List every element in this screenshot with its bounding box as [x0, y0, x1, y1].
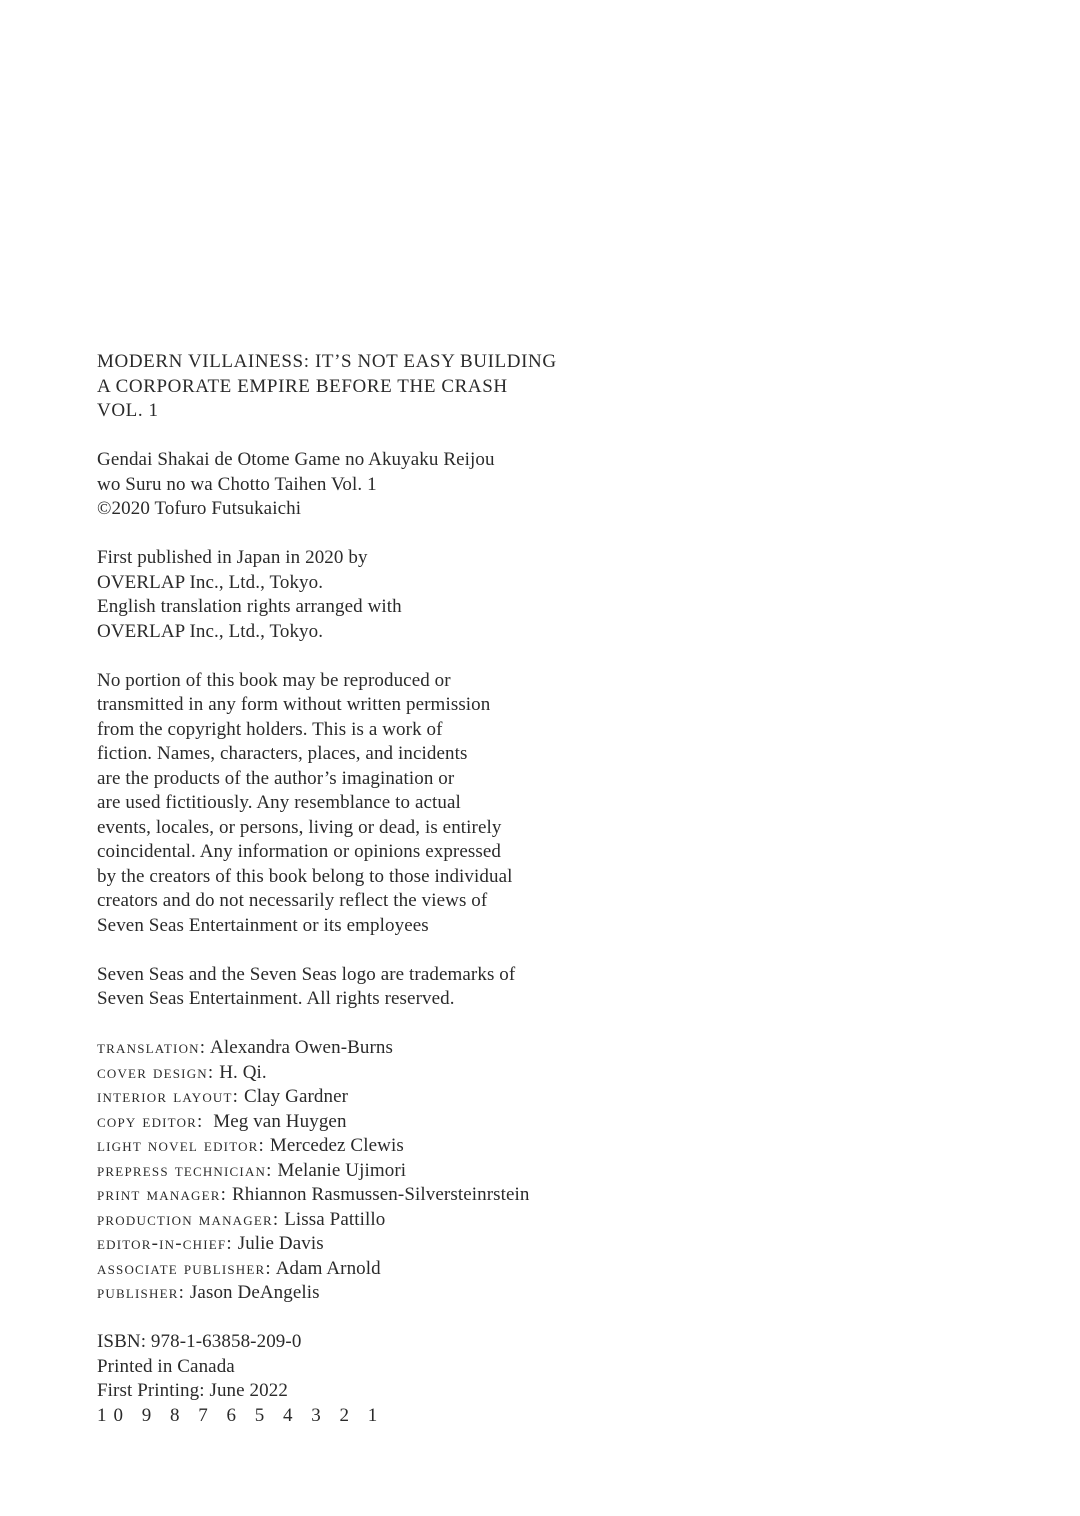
disclaimer-line: fiction. Names, characters, places, and incidents	[97, 743, 468, 764]
credit-role: interior layout:	[97, 1086, 240, 1107]
credit-role: copy editor:	[97, 1110, 204, 1132]
publication-line: English translation rights arranged with	[97, 596, 402, 617]
credit-line	[97, 1061, 997, 1086]
credit-name: Lissa Pattillo	[279, 1208, 386, 1230]
copyright-page	[97, 350, 997, 1453]
credits-block	[97, 1036, 997, 1306]
publication-line: OVERLAP Inc., Ltd., Tokyo.	[97, 571, 324, 593]
title-line: VOL. 1	[97, 400, 159, 421]
disclaimer-line: from the copyright holders. This is a work of	[97, 718, 443, 740]
credit-name: Meg van Huygen	[203, 1110, 347, 1132]
trademark-line: Seven Seas Entertainment. All rights reserved.	[97, 988, 455, 1009]
credit-name: Jason DeAngelis	[185, 1282, 320, 1303]
disclaimer-line: Seven Seas Entertainment or its employees	[97, 914, 429, 936]
publication-block	[97, 546, 997, 644]
disclaimer-line: No portion of this book may be reproduced or	[97, 669, 451, 691]
title-line: A CORPORATE EMPIRE BEFORE THE CRASH	[97, 375, 508, 397]
credit-line	[97, 1183, 997, 1208]
title-line: MODERN VILLAINESS: IT’S NOT EASY BUILDING	[97, 351, 557, 372]
publication-line: OVERLAP Inc., Ltd., Tokyo.	[97, 620, 324, 642]
credit-line	[97, 1134, 997, 1159]
credit-name: Adam Arnold	[271, 1257, 381, 1279]
credit-role: prepress technician:	[97, 1159, 273, 1181]
credit-line	[97, 1085, 997, 1110]
credit-role: production manager:	[97, 1208, 280, 1230]
credit-role: cover design:	[97, 1061, 215, 1083]
credit-line	[97, 1036, 997, 1061]
disclaimer-line: by the creators of this book belong to those individual	[97, 865, 513, 887]
publication-line: First published in Japan in 2020 by	[97, 547, 368, 568]
credit-role: editor-in-chief:	[97, 1233, 233, 1254]
credit-line	[97, 1110, 997, 1135]
credit-name: Clay Gardner	[239, 1086, 349, 1107]
original-title-line: Gendai Shakai de Otome Game no Akuyaku Reijou	[97, 449, 495, 470]
disclaimer-block	[97, 669, 997, 939]
credit-role: light novel editor:	[97, 1135, 266, 1156]
trademark-line: Seven Seas and the Seven Seas logo are trademarks of	[97, 963, 516, 985]
trademark-block	[97, 963, 997, 1012]
first-printing: First Printing: June 2022	[97, 1380, 288, 1401]
disclaimer-line: are the products of the author’s imagination or	[97, 767, 455, 789]
credit-name: Melanie Ujimori	[272, 1159, 407, 1181]
disclaimer-line: coincidental. Any information or opinions expressed	[97, 841, 502, 862]
credit-role: translation:	[97, 1037, 207, 1058]
original-title-block	[97, 448, 997, 522]
printing-block	[97, 1330, 997, 1428]
disclaimer-line: transmitted in any form without written permission	[97, 694, 491, 715]
copyright-line: ©2020 Tofuro Futsukaichi	[97, 498, 302, 519]
original-title-line: wo Suru no wa Chotto Taihen Vol. 1	[97, 473, 377, 495]
printer-number-line: 10 9 8 7 6 5 4 3 2 1	[97, 1404, 385, 1426]
credit-name: Alexandra Owen-Burns	[206, 1037, 394, 1058]
credit-line	[97, 1257, 997, 1282]
credit-line	[97, 1159, 997, 1184]
credit-line	[97, 1281, 997, 1306]
credit-role: publisher:	[97, 1282, 186, 1303]
book-title	[97, 350, 997, 424]
disclaimer-line: creators and do not necessarily reflect the views of	[97, 890, 488, 911]
printed-in: Printed in Canada	[97, 1355, 235, 1377]
credit-line	[97, 1232, 997, 1257]
credit-name: Mercedez Clewis	[265, 1135, 404, 1156]
isbn: ISBN: 978-1-63858-209-0	[97, 1331, 302, 1352]
credit-role: associate publisher:	[97, 1257, 272, 1279]
credit-role: print manager:	[97, 1184, 228, 1205]
disclaimer-line: are used fictitiously. Any resemblance to actual	[97, 792, 461, 813]
disclaimer-line: events, locales, or persons, living or dead, is entirely	[97, 816, 502, 838]
credit-name: Julie Davis	[232, 1233, 324, 1254]
credit-name: Rhiannon Rasmussen-Silversteinrstein	[227, 1184, 530, 1205]
credit-name: H. Qi.	[214, 1061, 267, 1083]
credit-line	[97, 1208, 997, 1233]
